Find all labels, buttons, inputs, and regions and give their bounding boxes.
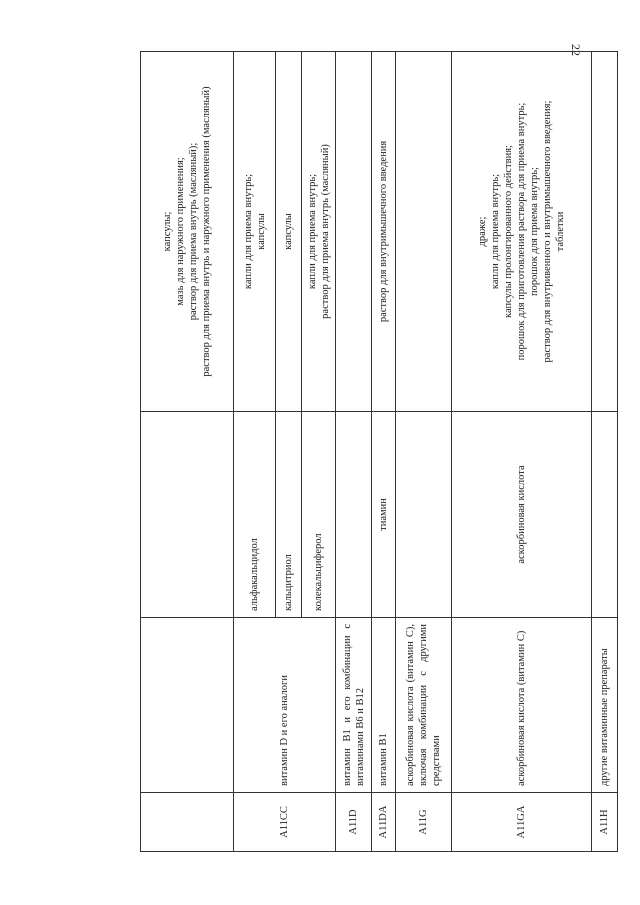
rotated-table-area <box>140 52 610 852</box>
dosage-form-cell <box>302 52 336 412</box>
group-cell: витамин D и его аналоги <box>234 618 336 793</box>
atc-code-cell: A11H <box>592 793 618 852</box>
table-row <box>396 52 452 852</box>
dosage-form-line: капли для приема внутрь; <box>242 173 254 290</box>
dosage-form-line: капсулы; <box>162 211 173 252</box>
drug-cell: альфакальцидол <box>234 412 276 618</box>
drug-cell: кальцитриол <box>276 412 302 618</box>
atc-code-cell <box>141 793 234 852</box>
dosage-form-line: капли для приема внутрь; <box>306 173 318 290</box>
table-row <box>372 52 396 852</box>
table-row <box>336 52 372 852</box>
drug-cell: тиамин <box>372 412 396 618</box>
drug-cell <box>396 412 452 618</box>
group-cell: аскорбиновая кислота (витамин С), включая комбинации с другими средствами <box>396 618 452 793</box>
drug-cell <box>336 412 372 618</box>
dosage-form-cell <box>276 52 302 412</box>
dosage-form-line: капли для приема внутрь; <box>490 173 501 290</box>
table-row <box>234 52 276 852</box>
dosage-form-cell <box>592 52 618 412</box>
atc-code-cell: A11DA <box>372 793 396 852</box>
atc-code-cell: A11GA <box>452 793 592 852</box>
dosage-form-line: раствор для внутримышечного введения <box>378 140 389 323</box>
drug-cell: аскорбиновая кислота <box>452 412 592 618</box>
dosage-form-line: порошок для приема внутрь; <box>529 167 540 296</box>
group-cell: витамин B1 и его комбинации с витаминами B6 и B12 <box>336 618 372 793</box>
dosage-form-cell <box>336 52 372 412</box>
dosage-form-line: мазь для наружного применения; <box>175 157 186 306</box>
dosage-form-line: раствор для приема внутрь (масляный) <box>319 144 331 319</box>
group-cell: аскорбиновая кислота (витамин С) <box>452 618 592 793</box>
dosage-form-line: раствор для приема внутрь и наружного применения (масляный) <box>201 86 212 377</box>
dosage-form-line: раствор для приема внутрь (масляный); <box>188 142 199 321</box>
table-row <box>141 52 234 852</box>
dosage-form-line: драже; <box>477 216 488 247</box>
atc-code-cell: A11D <box>336 793 372 852</box>
atc-code-cell: A11G <box>396 793 452 852</box>
dosage-form-cell <box>141 52 234 412</box>
dosage-form-line: капсулы <box>255 213 267 250</box>
dosage-form-line: раствор для внутривенного и внутримышечного введения; <box>542 100 553 363</box>
medicines-table <box>140 51 618 852</box>
dosage-form-cell <box>234 52 276 412</box>
dosage-form-cell <box>372 52 396 412</box>
drug-cell <box>141 412 234 618</box>
drug-cell: колекальциферол <box>302 412 336 618</box>
group-cell: витамин B1 <box>372 618 396 793</box>
dosage-form-line: таблетки <box>555 211 566 252</box>
dosage-form-cell <box>452 52 592 412</box>
table-row <box>452 52 592 852</box>
table-row <box>592 52 618 852</box>
page-number: 22 <box>569 44 583 56</box>
atc-code-cell: A11CC <box>234 793 336 852</box>
group-cell <box>141 618 234 793</box>
dosage-form-line: порошок для приготовления раствора для приема внутрь; <box>516 102 527 361</box>
group-cell: другие витаминные препараты <box>592 618 618 793</box>
drug-cell <box>592 412 618 618</box>
dosage-form-line: капсулы <box>283 213 294 250</box>
dosage-form-cell <box>396 52 452 412</box>
dosage-form-line: капсулы пролонгированного действия; <box>503 145 514 318</box>
